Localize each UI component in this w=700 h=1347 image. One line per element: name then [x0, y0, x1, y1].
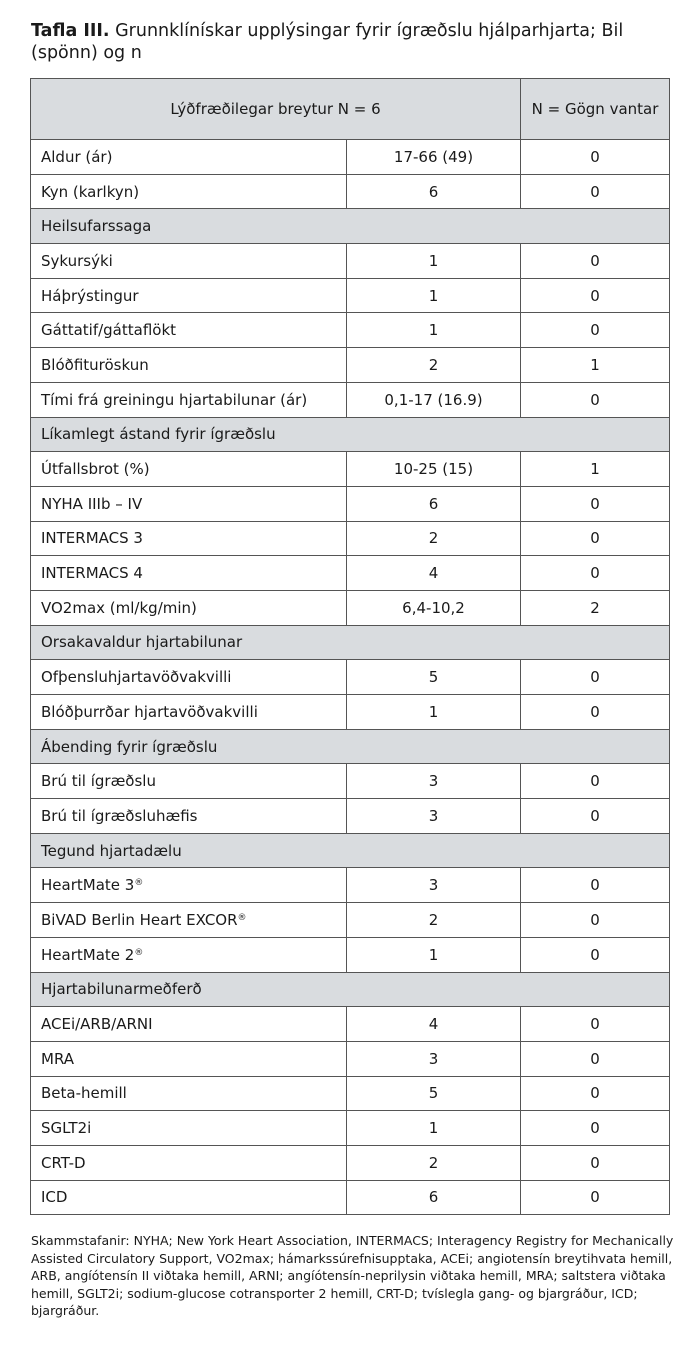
table-row: [31, 937, 670, 972]
value-cell: 1: [347, 695, 521, 730]
missing-cell: 0: [521, 799, 670, 834]
header-missing: N = Gögn vantar: [521, 79, 670, 140]
header-variables: Lýðfræðilegar breytur N = 6: [31, 79, 521, 140]
registered-mark: ®: [134, 878, 144, 889]
variable-label: Kyn (karlkyn): [41, 182, 140, 201]
table-row: [31, 382, 670, 417]
table-row: [31, 799, 670, 834]
value-cell: 1: [347, 1111, 521, 1146]
variable-cell: [31, 140, 347, 175]
variable-cell: [31, 937, 347, 972]
value-cell: 5: [347, 660, 521, 695]
value-cell: 3: [347, 1041, 521, 1076]
variable-cell: [31, 903, 347, 938]
table-row: [31, 903, 670, 938]
variable-label: Útfallsbrot (%): [41, 460, 150, 479]
variable-label: Gáttatif/gáttaflökt: [41, 321, 177, 340]
variable-label: NYHA IIIb – IV: [41, 494, 143, 513]
value-cell: 1: [347, 313, 521, 348]
table-row: [31, 868, 670, 903]
variable-label: Sykursýki: [41, 251, 113, 270]
missing-cell: 0: [521, 1041, 670, 1076]
variable-cell: [31, 348, 347, 383]
variable-cell: [31, 174, 347, 209]
variable-label: Blóðþurrðar hjartavöðvakvilli: [41, 702, 258, 721]
variable-cell: [31, 1111, 347, 1146]
variable-cell: [31, 486, 347, 521]
variable-label: Brú til ígræðslu: [41, 772, 156, 791]
value-cell: 3: [347, 764, 521, 799]
table-row: [31, 244, 670, 279]
missing-cell: 0: [521, 1145, 670, 1180]
value-cell: 2: [347, 348, 521, 383]
variable-cell: [31, 764, 347, 799]
variable-cell: [31, 556, 347, 591]
value-cell: 1: [347, 278, 521, 313]
value-cell: 3: [347, 799, 521, 834]
table-caption: [31, 20, 671, 64]
value-cell: 3: [347, 868, 521, 903]
variable-label: SGLT2i: [41, 1119, 92, 1138]
section-label: Líkamlegt ástand fyrir ígræðslu: [31, 417, 670, 452]
footnote: Skammstafanir: NYHA; New York Heart Association, INTERMACS; Interagency Registry for Mechanically Assisted Circulatory Support, VO2max; hámarkssúrefnisupptaka, ACEi; angiotensín breytihvata hemill, ARB, angíótensín II viðtaka hemill, ARNI; angíótensín-neprilysin viðtaka hemill, MRA; saltstera viðtaka hemill, SGLT2i; sodium-glucose cotransporter 2 hemill, CRT-D; tvíslegla gang- og bjargráður, ICD; bjargráður.: [31, 1233, 674, 1318]
value-cell: 6,4-10,2: [347, 590, 521, 625]
variable-label: ICD: [41, 1188, 68, 1207]
table-row: [31, 660, 670, 695]
variable-label: Ofþensluhjartavöðvakvilli: [41, 668, 232, 687]
table-row: [31, 313, 670, 348]
variable-label: CRT-D: [41, 1153, 86, 1172]
table-caption-label: Tafla III.: [31, 21, 110, 41]
table-row: [31, 1041, 670, 1076]
section-row: [31, 625, 670, 660]
missing-cell: 0: [521, 313, 670, 348]
missing-cell: 0: [521, 521, 670, 556]
section-row: [31, 833, 670, 868]
table-row: [31, 486, 670, 521]
table-header-row: [31, 79, 670, 140]
missing-cell: 0: [521, 1076, 670, 1111]
variable-cell: [31, 521, 347, 556]
variable-label: MRA: [41, 1049, 75, 1068]
variable-cell: [31, 1145, 347, 1180]
variable-cell: [31, 244, 347, 279]
missing-cell: 0: [521, 1111, 670, 1146]
value-cell: 2: [347, 903, 521, 938]
missing-cell: 0: [521, 903, 670, 938]
table-body: [31, 140, 670, 1215]
value-cell: 1: [347, 937, 521, 972]
variable-cell: [31, 1180, 347, 1215]
variable-label: Blóðfituröskun: [41, 355, 149, 374]
variable-cell: [31, 1076, 347, 1111]
value-cell: 1: [347, 244, 521, 279]
missing-cell: 0: [521, 556, 670, 591]
section-label: Hjartabilunarmeðferð: [31, 972, 670, 1007]
variable-label: INTERMACS 3: [41, 529, 143, 548]
table-row: [31, 556, 670, 591]
variable-cell: [31, 382, 347, 417]
registered-mark: ®: [237, 912, 247, 923]
variable-cell: [31, 1007, 347, 1042]
value-cell: 4: [347, 556, 521, 591]
missing-cell: 0: [521, 174, 670, 209]
variable-label: HeartMate 3: [41, 876, 135, 895]
value-cell: 6: [347, 486, 521, 521]
table-row: [31, 1076, 670, 1111]
table-row: [31, 278, 670, 313]
missing-cell: 0: [521, 278, 670, 313]
table-caption-text: Grunnklínískar upplýsingar fyrir ígræðslu hjálparhjarta; Bil (spönn) og n: [31, 21, 624, 63]
variable-label: ACEi/ARB/ARNI: [41, 1015, 153, 1034]
clinical-data-table: [30, 78, 670, 1215]
variable-cell: [31, 313, 347, 348]
missing-cell: 1: [521, 452, 670, 487]
missing-cell: 2: [521, 590, 670, 625]
missing-cell: 1: [521, 348, 670, 383]
variable-cell: [31, 660, 347, 695]
value-cell: 0,1-17 (16.9): [347, 382, 521, 417]
missing-cell: 0: [521, 937, 670, 972]
variable-label: VO2max (ml/kg/min): [41, 598, 197, 617]
table-row: [31, 695, 670, 730]
missing-cell: 0: [521, 140, 670, 175]
variable-label: Beta-hemill: [41, 1084, 127, 1103]
section-row: [31, 209, 670, 244]
variable-label: BiVAD Berlin Heart EXCOR: [41, 910, 238, 929]
variable-label: Tími frá greiningu hjartabilunar (ár): [41, 390, 308, 409]
missing-cell: 0: [521, 244, 670, 279]
missing-cell: 0: [521, 764, 670, 799]
registered-mark: ®: [134, 947, 144, 958]
table-row: [31, 590, 670, 625]
variable-label: Aldur (ár): [41, 147, 113, 166]
variable-cell: [31, 1041, 347, 1076]
value-cell: 6: [347, 174, 521, 209]
variable-cell: [31, 695, 347, 730]
section-label: Heilsufarssaga: [31, 209, 670, 244]
variable-cell: [31, 590, 347, 625]
table-row: [31, 1007, 670, 1042]
value-cell: 17-66 (49): [347, 140, 521, 175]
missing-cell: 0: [521, 486, 670, 521]
variable-label: INTERMACS 4: [41, 564, 143, 583]
table-row: [31, 140, 670, 175]
value-cell: 5: [347, 1076, 521, 1111]
section-row: [31, 417, 670, 452]
missing-cell: 0: [521, 1007, 670, 1042]
missing-cell: 0: [521, 660, 670, 695]
missing-cell: 0: [521, 382, 670, 417]
variable-label: Háþrýstingur: [41, 286, 139, 305]
table-row: [31, 1180, 670, 1215]
value-cell: 2: [347, 521, 521, 556]
missing-cell: 0: [521, 868, 670, 903]
table-row: [31, 348, 670, 383]
variable-label: HeartMate 2: [41, 945, 135, 964]
section-label: Orsakavaldur hjartabilunar: [31, 625, 670, 660]
variable-cell: [31, 799, 347, 834]
table-row: [31, 764, 670, 799]
section-label: Ábending fyrir ígræðslu: [31, 729, 670, 764]
missing-cell: 0: [521, 695, 670, 730]
value-cell: 2: [347, 1145, 521, 1180]
section-row: [31, 972, 670, 1007]
section-label: Tegund hjartadælu: [31, 833, 670, 868]
table-row: [31, 174, 670, 209]
value-cell: 10-25 (15): [347, 452, 521, 487]
table-row: [31, 521, 670, 556]
variable-cell: [31, 452, 347, 487]
value-cell: 6: [347, 1180, 521, 1215]
variable-cell: [31, 868, 347, 903]
missing-cell: 0: [521, 1180, 670, 1215]
table-row: [31, 1111, 670, 1146]
table-row: [31, 1145, 670, 1180]
section-row: [31, 729, 670, 764]
value-cell: 4: [347, 1007, 521, 1042]
variable-cell: [31, 278, 347, 313]
variable-label: Brú til ígræðsluhæfis: [41, 806, 198, 825]
table-row: [31, 452, 670, 487]
